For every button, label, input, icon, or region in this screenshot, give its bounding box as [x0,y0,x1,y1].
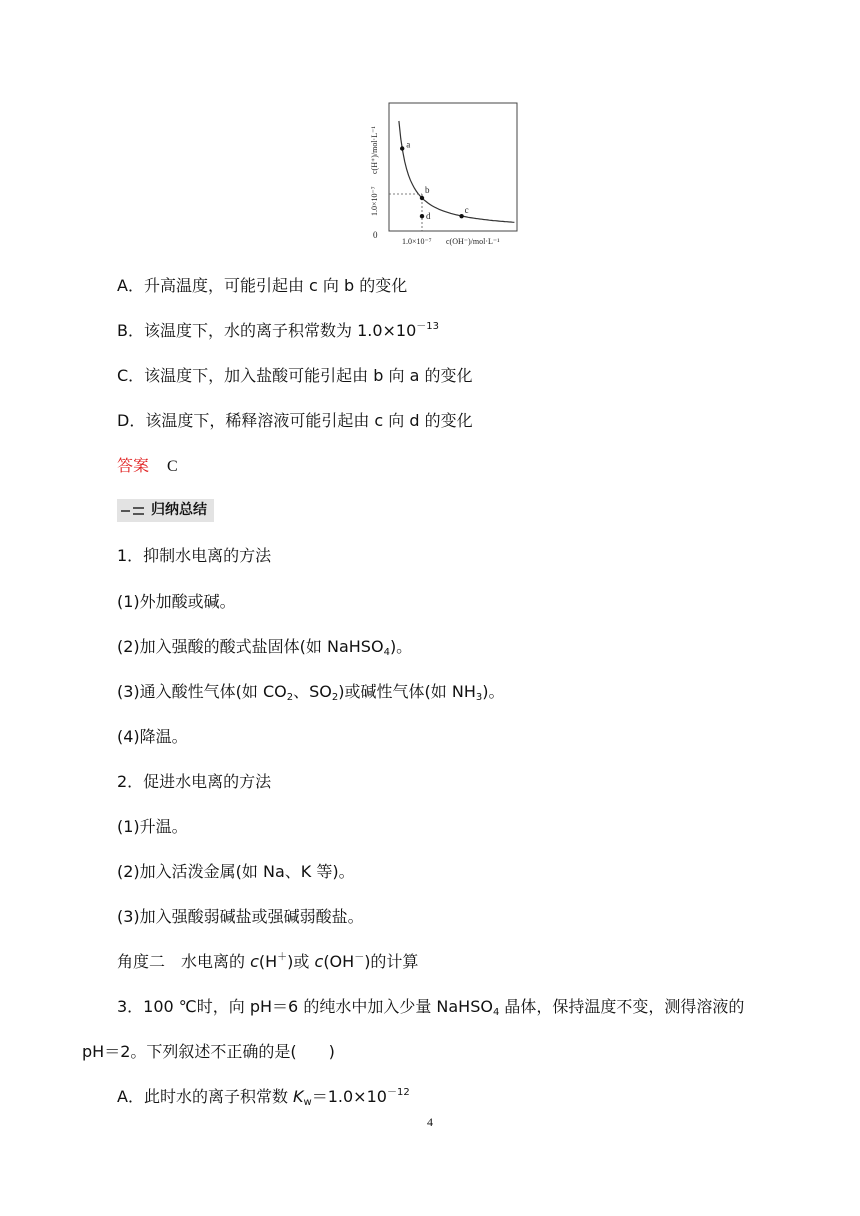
subscript: 2 [331,692,339,703]
text: A．此时水的离子积常数 [117,1087,294,1106]
italic-k: K [293,1087,304,1106]
point-a [400,146,404,150]
answer-value: C [167,458,178,475]
point-label-c: c [464,205,469,216]
question-3-option-a [117,1086,410,1108]
answer-line [117,455,178,478]
kw-curve [399,121,515,222]
text: )或碱性气体(如 NH [338,682,476,701]
point-c [459,214,463,218]
superscript: ＋ [277,952,288,963]
plot-frame [389,103,517,231]
subscript: 4 [383,647,390,658]
summary-heading-2: 2．促进水电离的方法 [117,772,272,791]
angle-two-heading [117,951,418,973]
option-a: A．升高温度，可能引起由 c 向 b 的变化 [117,276,408,295]
x-axis-tick-label: 1.0×10⁻⁷ [402,237,432,246]
question-3-line-1 [117,996,744,1018]
text: 3．100 ℃时，向 pH＝6 的纯水中加入少量 NaHSO [117,997,493,1016]
italic-c: c [314,952,324,971]
text: (2)加入强酸的酸式盐固体(如 NaHSO [117,637,384,656]
origin-label: 0 [373,230,378,240]
answer-label: 答案 [117,456,150,475]
summary-badge [117,499,214,522]
point-d [420,214,424,218]
option-d: D．该温度下，稀释溶液可能引起由 c 向 d 的变化 [117,411,473,430]
text: )。 [482,682,505,701]
text: )或 [287,952,315,971]
summary-item-2-3: (3)加入强酸弱碱盐或强碱弱酸盐。 [117,907,364,926]
text: (3)通入酸性气体(如 CO [117,682,287,701]
option-b [117,320,439,342]
point-label-d: d [426,211,431,222]
summary-heading-1: 1．抑制水电离的方法 [117,546,272,565]
page-number: 4 [427,1115,433,1129]
summary-item-1-2 [117,636,412,658]
text: ＝1.0×10 [311,1087,387,1106]
point-label-a: a [406,139,411,150]
text: (H [258,952,278,971]
point-b [420,196,424,200]
text: 角度二 水电离的 [117,952,251,971]
text: )。 [389,637,413,656]
summary-item-1-4: (4)降温。 [117,727,188,746]
option-b-text: B．该温度下，水的离子积常数为 1.0×10 [117,321,417,340]
point-label-b: b [425,185,430,195]
subscript: w [303,1097,312,1108]
text: (OH [323,952,355,971]
x-axis-label: c(OH⁻)/mol·L⁻¹ [446,237,500,246]
question-3-line-2: pH＝2。下列叙述不正确的是( ) [82,1042,335,1061]
summary-badge-icon [119,499,147,522]
subscript: 3 [475,692,483,703]
summary-badge-label: 归纳总结 [151,502,207,518]
superscript: － [354,952,365,963]
option-b-exponent: －13 [416,321,440,332]
summary-item-1-1: (1)外加酸或碱。 [117,592,236,611]
y-axis-tick-label: 1.0×10⁻⁷ [370,186,379,216]
y-axis-label: c(H⁺)/mol·L⁻¹ [370,126,379,174]
summary-item-1-3 [117,681,504,703]
text: 晶体，保持温度不变，测得溶液的 [499,997,745,1016]
text: )的计算 [364,952,419,971]
ion-product-curve-chart [362,98,522,250]
subscript: 2 [286,692,294,703]
superscript: －12 [386,1087,410,1098]
summary-item-2-1: (1)升温。 [117,817,188,836]
option-c: C．该温度下，加入盐酸可能引起由 b 向 a 的变化 [117,366,473,385]
italic-c: c [250,952,259,971]
summary-item-2-2: (2)加入活泼金属(如 Na、K 等)。 [117,862,355,881]
subscript: 4 [492,1007,500,1018]
text: 、SO [293,682,332,701]
